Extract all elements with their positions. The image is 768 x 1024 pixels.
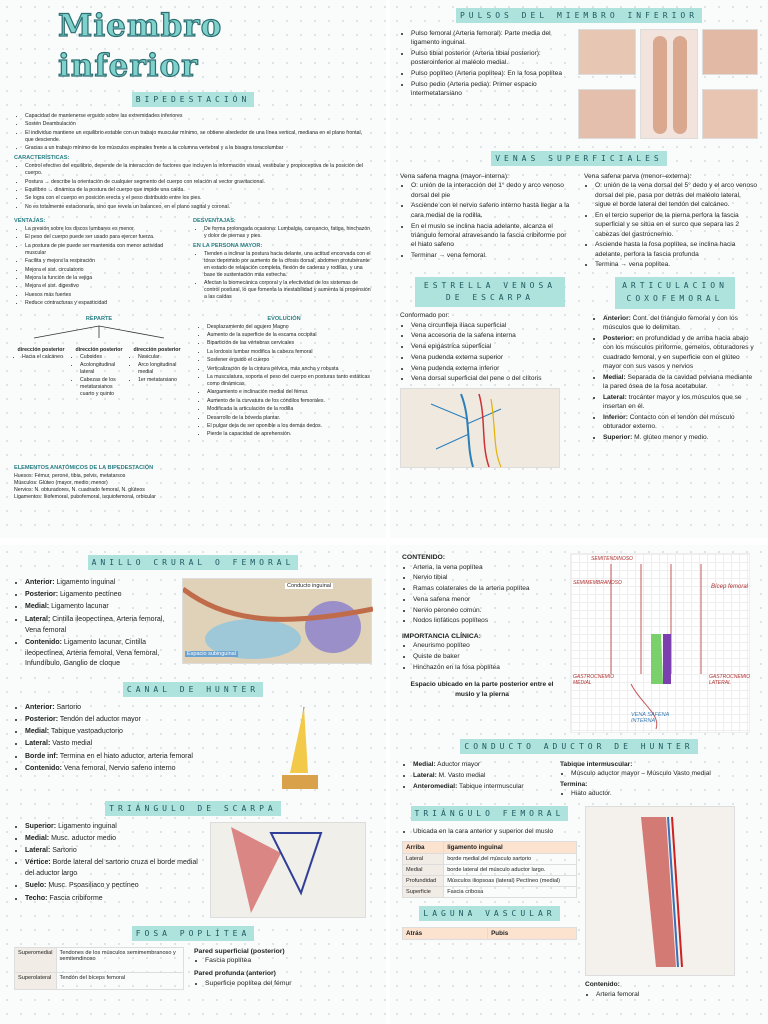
table-cell: borde lateral del músculo aductor largo. xyxy=(444,864,577,875)
pared-superficial-list xyxy=(194,956,372,966)
list-item: • Pulso poplíteo (Arteria poplítea): En la fosa poplítea xyxy=(411,69,570,78)
list-item: • Cuboides xyxy=(80,354,126,361)
item-key: Lateral: xyxy=(25,615,51,623)
list-item: • Nervio tibial xyxy=(413,573,562,582)
triangulo-femoral-figure xyxy=(585,806,735,976)
list-item: • Pulso tibial posterior (Arteria tibial posterior): posteroinferior al maléolo medial. xyxy=(411,49,570,68)
item-value: Ligamento pectíneo xyxy=(58,591,122,599)
panel-bipedestacion xyxy=(0,0,386,538)
list-item: • Hacia el calcáneo xyxy=(22,354,68,361)
section-banner-pulsos: PULSOS DEL MIEMBRO INFERIOR xyxy=(456,8,702,23)
elemento-line: Huesos: Fémur, peroné, tibia, pelvis, metatarsos xyxy=(14,473,126,479)
list-item: • Hiato aductor. xyxy=(571,789,756,798)
reparte-column-list xyxy=(72,354,126,399)
reparte-column-head: dirección posterior xyxy=(75,346,123,353)
list-item: • Acolongitudinal lateral xyxy=(80,362,126,376)
label-gastrocnemio-lateral: GASTROCNEMIO LATERAL xyxy=(709,674,751,686)
list-item: • El pulgar deja de ser oponible a los demás dedos. xyxy=(207,423,372,430)
item-value: Tabique vastoaductorio xyxy=(49,728,123,736)
list-item xyxy=(25,739,254,750)
item-key: Anterior: xyxy=(25,703,55,711)
list-item: • Mejora el sist. circulatorio xyxy=(25,267,179,274)
list-item: • Arco longitudinal medial xyxy=(138,362,184,376)
list-item: • En el tercio superior de la pierna perfora la fascia superficial y se sitúa en el surco que separa las 2 cabezas del gastrocnemio. xyxy=(595,211,758,239)
laguna-head-atras: Atrás xyxy=(403,927,488,939)
item-key: Lateral: xyxy=(603,393,627,401)
list-item: • Facilita y mejora la respiración xyxy=(25,258,179,265)
list-item: • El peso del cuerpo puede ser usado para ejercer fuerza. xyxy=(25,234,179,241)
list-item: • Cabezas de los metatarsianos cuarto y quinto xyxy=(80,377,126,398)
section-banner-anillo: ANILLO CRURAL O FEMORAL xyxy=(88,555,299,570)
reparte-column-head: dirección posterior xyxy=(17,346,65,353)
fosa-table xyxy=(14,947,184,990)
laguna-head-pubis: Pubis xyxy=(488,927,577,939)
anillo-list xyxy=(14,578,174,672)
reparte-column-head: dirección posterior xyxy=(133,346,181,353)
list-item xyxy=(603,334,758,371)
figura-contenido-heading: Contenido: xyxy=(585,981,620,989)
pared-profunda-heading: Pared profunda (anterior) xyxy=(194,969,276,977)
list-item: • Control efectivo del equilibrio, depende de la interacción de factores que incluyen la información visual, vestibular y propioceptiva de la posición del cuerpo. xyxy=(25,163,372,177)
elementos-list xyxy=(14,473,184,501)
reparte-column-list xyxy=(130,354,184,385)
ventajas-heading: VENTAJAS: xyxy=(14,217,46,224)
item-key: Lateral: xyxy=(25,847,51,855)
item-key: Anterior: xyxy=(25,579,55,586)
table-row xyxy=(15,947,184,972)
item-key: Posterior: xyxy=(603,334,635,342)
list-item: • Músculo aductor mayor – Músculo Vasto medial xyxy=(571,769,756,778)
desventajas-list xyxy=(193,226,372,240)
pulsos-list xyxy=(400,29,570,141)
item-key: Posterior: xyxy=(25,591,59,599)
list-item: • Equilibrio → dinámica de la postura del cuerpo que impide una caída. xyxy=(25,187,372,194)
safena-parva-list xyxy=(584,181,758,269)
list-item xyxy=(25,715,254,726)
label-semimembranoso: SEMIMEMBRANOSO xyxy=(573,580,622,586)
list-item: • Tienden a inclinar la postura hacia delante, una actitud encorvada con el tórax deprimido por aumento de la cifosis dorsal, abdomen protuberante en estado de relajación completa, flexión de caderas y rodillas, y una base de sustentación más estrecha. xyxy=(204,251,372,279)
list-item: • La lordosis lumbar modifica la cabeza femoral xyxy=(207,349,372,356)
tabique-list xyxy=(560,769,756,778)
table-cell: Arriba xyxy=(403,841,444,853)
list-item: • Terminar → vena femoral. xyxy=(411,251,572,260)
panel-pulsos xyxy=(390,0,768,538)
elemento-line: Nervios: N. obturadores, N. cuadrado femoral, N. glúteos xyxy=(14,487,145,494)
list-item: • Aumento de la curvatura de los cóndilos femorales. xyxy=(207,398,372,405)
table-cell: Medial xyxy=(403,864,444,875)
list-item xyxy=(413,782,552,791)
item-value: Tendón del aductor mayor xyxy=(58,715,141,723)
section-banner-estrella: ESTRELLA VENOSA DE ESCARPA xyxy=(415,277,565,307)
pared-superficial-heading: Pared superficial (posterior) xyxy=(194,947,285,955)
persona-mayor-heading: EN LA PERSONA MAYOR: xyxy=(193,242,263,249)
list-item: • Vena pudenda externa inferior xyxy=(411,364,580,373)
list-item: • Capacidad de mantenerse erguido sobre las extremidades inferiores xyxy=(25,113,372,120)
list-item xyxy=(25,638,174,671)
persona-mayor-list xyxy=(193,251,372,302)
list-item: • Aneurismo poplíteo xyxy=(413,641,562,650)
safena-parva-heading: Vena safena parva (menor–externa): xyxy=(584,173,692,180)
elemento-line: Ligamentos: Iliofemoral, pubofemoral, isquiofemoral, orbicular xyxy=(14,494,156,501)
list-item xyxy=(603,413,758,432)
item-value: Vasto medial xyxy=(50,740,93,748)
list-item: • Gracias a un trabajo mínimo de los músculos espinales frente a la columna vertebral y a la bisagra toracolumbar xyxy=(25,145,372,152)
list-item: • Hinchazón en la fosa poplítea xyxy=(413,663,562,672)
photo-popliteo xyxy=(702,29,758,75)
list-item: • Vena circunfleja ilíaca superficial xyxy=(411,321,580,330)
evolucion-heading: EVOLUCIÓN xyxy=(267,315,301,322)
section-banner-articulacion: ARTICULACION COXOFEMORAL xyxy=(615,277,735,309)
anillo-figure xyxy=(182,578,372,664)
item-value: Ligamento inguinal xyxy=(54,579,116,586)
list-item xyxy=(25,764,254,775)
section-banner-hunter: CANAL DE HUNTER xyxy=(123,682,263,697)
item-value: Aductor mayor xyxy=(435,761,481,768)
item-value: Ligamento lacunar xyxy=(49,603,109,611)
list-item: • O: unión de la interacción del 1° dedo y arco venoso dorsal del pie xyxy=(411,181,572,200)
list-item xyxy=(25,590,174,601)
item-key: Medial: xyxy=(413,761,436,768)
item-key: Medial: xyxy=(25,728,50,736)
list-item: • Reduce contracturas y espasticidad xyxy=(25,300,179,307)
list-item: • Vena dorsal superficial del pene o del clítoris xyxy=(411,374,580,383)
list-item: • Bipartición de las vértebras cervicales xyxy=(207,340,372,347)
item-key: Anterior: xyxy=(603,314,631,322)
item-value: Cintilla ileopectínea, Arteria femoral, Vena femoral xyxy=(25,615,165,634)
label-biceps: Bícep femoral xyxy=(711,584,749,590)
list-item: • De forma prolongada ocasiona: Lumbalgia, cansancio, fatiga, hinchazón y dolor de piernas y pies. xyxy=(204,226,372,240)
item-key: Techo: xyxy=(25,894,48,902)
safena-magna-heading: Vena safena magna (mayor–interna): xyxy=(400,173,509,180)
list-item: • Huesos más fuertes xyxy=(25,292,179,299)
list-item: • Vena epigástrica superficial xyxy=(411,342,580,351)
item-value: Ligamento lacunar, Cintilla ileopectínea, Arteria femoral, Vena femoral, Infundíbulo, Ganglio de cloque xyxy=(25,638,160,668)
item-key: Suelo: xyxy=(25,882,47,890)
item-key: Superior: xyxy=(603,434,633,442)
list-item: • La musculatura, soporta el peso del cuerpo en posturas tanto estáticas como dinámicas xyxy=(207,374,372,388)
section-banner-fosa: FOSA POPLÍTEA xyxy=(132,926,255,941)
pared-profunda-list xyxy=(194,979,372,989)
list-item: • Mejora la función de la vejiga xyxy=(25,275,179,282)
list-item xyxy=(25,752,254,763)
item-key: Medial: xyxy=(603,373,626,381)
tabique-heading: Tabique intermuscular: xyxy=(560,761,633,768)
termina-heading: Termina: xyxy=(560,781,588,789)
desventajas-heading: DESVENTAJAS: xyxy=(193,217,236,224)
estrella-list xyxy=(400,321,580,384)
list-item xyxy=(25,881,202,892)
hunter-list xyxy=(14,703,254,795)
list-item: • La presión sobre los discos lumbares es menor. xyxy=(25,226,179,233)
item-key: Medial: xyxy=(25,834,50,842)
item-key: Contenido: xyxy=(25,638,62,646)
table-cell: Tendón del bíceps femoral xyxy=(56,973,183,989)
contenido-heading: CONTENIDO: xyxy=(402,554,446,561)
importancia-list xyxy=(402,641,562,672)
espacio-note: Espacio ubicado en la parte posterior entre el muslo y la pierna xyxy=(410,681,554,698)
table-cell: Fascia cribosa xyxy=(444,886,577,897)
list-item: • Vena pudenda externa superior xyxy=(411,353,580,362)
item-value: Vena femoral, Nervio safeno interno xyxy=(61,764,176,772)
articulacion-list xyxy=(592,314,758,443)
reparte-column xyxy=(72,347,126,400)
list-item: • Ubicada en la cara anterior y superior del muslo xyxy=(413,827,577,836)
list-item: • Arteria, la vena poplítea xyxy=(413,563,562,572)
scarpa-figure xyxy=(210,822,366,918)
item-value: Ligamento inguinal xyxy=(56,822,117,830)
contenido-list xyxy=(402,563,562,626)
section-banner-conducto: CONDUCTO ADUCTOR DE HUNTER xyxy=(460,739,697,754)
reparte-column xyxy=(130,347,184,400)
triangulo-femoral-table xyxy=(402,841,577,898)
section-banner-bipedestacion: BIPEDESTACIÓN xyxy=(132,92,255,107)
list-item: • Vena safena menor xyxy=(413,595,562,604)
list-item: • No es totalmente estacionaria, sino que revela un balanceo, en el plano sagital y coronal. xyxy=(25,204,372,211)
item-value: Sartorio xyxy=(50,847,77,855)
list-item: • Asciende hasta la fosa poplítea, se inclina hacia adelante, perfora la fascia profunda xyxy=(595,240,758,259)
item-key: Medial: xyxy=(25,603,50,611)
estrella-figure xyxy=(400,388,560,468)
estrella-heading: Conformado por: xyxy=(400,312,450,320)
list-item: • Nervio peroneo común. xyxy=(413,606,562,615)
reparte-column xyxy=(14,347,68,400)
item-value: en profundidad y de arriba hacia abajo con los músculos piriforme, gemelos, obturadores y cuadrado femoral, y en superficie con el glúteo mayor con sus vasos y nervios xyxy=(603,334,754,370)
item-key: Anteromedial: xyxy=(413,782,458,790)
item-key: Borde inf: xyxy=(25,752,59,760)
list-item: • En el muslo se inclina hacia adelante, alcanza el triángulo femoral atravesando la fascia cribiforme por el hiato safeno xyxy=(411,222,572,250)
list-item xyxy=(413,760,552,769)
photo-femoral xyxy=(578,29,636,75)
list-item: • Sostener erguido el cuerpo xyxy=(207,357,372,364)
caracteristicas-heading: CARACTERÍSTICAS: xyxy=(14,155,70,162)
termina-list xyxy=(560,789,756,798)
list-item xyxy=(25,894,202,905)
page-title: Miembro inferior xyxy=(58,8,223,84)
importancia-heading: IMPORTANCIA CLÍNICA: xyxy=(402,632,481,640)
list-item: • Modificada la articulación de la rodilla xyxy=(207,406,372,413)
item-key: Posterior: xyxy=(25,715,59,723)
list-item xyxy=(25,602,174,613)
table-cell: ligamento inguinal xyxy=(444,841,577,853)
panel-anillo xyxy=(0,545,386,1024)
list-item: • Ramas colaterales de la arteria poplítea xyxy=(413,584,562,593)
item-value: Tabique intermuscular xyxy=(457,782,524,790)
list-item xyxy=(25,703,254,714)
table-cell: Profundidad xyxy=(403,875,444,886)
section-banner-scarpa: TRIÁNGULO DE SCARPA xyxy=(105,801,281,816)
item-value: Termina en el hiato aductor, arteria femoral xyxy=(58,752,193,760)
item-value: Cont. del triángulo femoral y con los músculos que lo delimitan. xyxy=(603,314,738,332)
list-item: • Verticalización de la cintura pélvica, más ancha y robusta xyxy=(207,366,372,373)
list-item xyxy=(25,578,174,589)
list-item xyxy=(25,727,254,738)
photo-tibial xyxy=(578,89,636,139)
panel-poplitea xyxy=(390,545,768,1024)
list-item: • Asciende con el nervio safeno interno hasta llegar a la cara medial de la rodilla. xyxy=(411,201,572,220)
item-value: trocánter mayor y los músculos que se insertan en él. xyxy=(603,393,742,411)
item-key: Lateral: xyxy=(25,740,51,748)
item-key: Inferior: xyxy=(603,413,628,421)
list-item: • Termina → vena poplítea. xyxy=(595,260,758,269)
hunter-figure xyxy=(264,703,334,795)
elemento-line: Músculos: Glúteo (mayor, medio; menor) xyxy=(14,480,108,487)
list-item xyxy=(25,846,202,857)
list-item: • Se logra con el cuerpo en posición erecta y el peso distribuido entre los pies. xyxy=(25,195,372,202)
list-item xyxy=(603,393,758,412)
pulsos-photos xyxy=(578,29,758,141)
table-row xyxy=(403,875,577,886)
espacio-subinguinal-label: Espacio subinguinal xyxy=(187,651,236,657)
laguna-table xyxy=(402,927,577,940)
item-value: Musc. aductor medio xyxy=(49,834,117,842)
table-cell: Superficie xyxy=(403,886,444,897)
item-value: M. glúteo menor y medio. xyxy=(632,434,709,442)
triangulo-femoral-list xyxy=(402,827,577,836)
caracteristicas-list xyxy=(14,163,372,211)
ventajas-list xyxy=(14,226,179,307)
table-row xyxy=(403,864,577,875)
list-item: • Pierde la capacidad de aprehensión. xyxy=(207,431,372,438)
item-value: Fascia cribiforme xyxy=(47,894,103,902)
item-key: Vértice: xyxy=(25,859,51,867)
list-item: • Navicular xyxy=(138,354,184,361)
list-item: • Sostén Deambulación xyxy=(25,121,372,128)
list-item: • Postura → describe la orientación de cualquier segmento del cuerpo con relación al vector gravitacional. xyxy=(25,179,372,186)
list-item: • Aumento de la superficie de la escama occipital xyxy=(207,332,372,339)
poplitea-drawing xyxy=(570,553,750,733)
reparte-diagram xyxy=(14,324,184,342)
item-value: M. Vasto medial xyxy=(436,771,486,779)
list-item xyxy=(603,314,758,333)
item-value: Musc. Psoasiliaco y pectíneo xyxy=(46,882,139,890)
table-cell: Superolateral xyxy=(15,973,57,989)
table-cell: Superomedial xyxy=(15,947,57,972)
item-value: Contacto con el tendón del músculo obturador externo. xyxy=(603,413,735,431)
evolucion-list xyxy=(196,324,372,439)
list-item: • 1er metatarsiano xyxy=(138,377,184,384)
list-item: • Pulso pedio (Arteria pedia): Primer espacio intermetatarsiano xyxy=(411,80,570,99)
list-item: • Superficie poplítea del fémur xyxy=(205,979,372,989)
safena-magna-list xyxy=(400,181,572,260)
item-key: Contenido: xyxy=(25,764,62,772)
item-value: Separada de la cavidad pelviana mediante la pared ósea de la fosa acetabular. xyxy=(603,373,753,391)
list-item: • El individuo mantiene un equilibrio estable con un trabajo muscular mínimo, se obtiene alrededor de una línea vertical, mediana en el plano frontal, que desciende. xyxy=(25,130,372,144)
section-banner-laguna: LAGUNA VASCULAR xyxy=(419,906,559,921)
section-banner-triangulo-femoral: TRIÁNGULO FEMORAL xyxy=(411,806,569,821)
list-item: • Mejora el sist. digestivo xyxy=(25,283,179,290)
label-vena-safena: VENA SAFENA INTERNA xyxy=(631,712,670,724)
list-item xyxy=(413,771,552,780)
list-item: • Nodos linfáticos poplíteos xyxy=(413,616,562,625)
list-item: • Afectan la biomecánica corporal y la efectividad de los sistemas de control postural, lo que fomenta la inestabilidad y aumenta la propensión a las caídas xyxy=(204,280,372,301)
table-row xyxy=(403,841,577,853)
list-item: • Pulso femoral (Arteria femoral): Parte media del ligamento inguinal. xyxy=(411,29,570,48)
table-row xyxy=(403,886,577,897)
list-item: • Fascia poplítea xyxy=(205,956,372,966)
bipedestacion-list xyxy=(14,113,372,152)
list-item: • La postura de pie puede ser mantenida con menor actividad muscular xyxy=(25,243,179,257)
reparte-columns xyxy=(14,347,184,400)
reparte-column-list xyxy=(14,354,68,361)
list-item xyxy=(25,822,202,833)
list-item xyxy=(603,373,758,392)
label-semitendinoso: SEMITENDINOSO xyxy=(591,556,633,562)
label-gastrocnemio-medial: GASTROCNEMIO MEDIAL xyxy=(573,674,615,686)
list-item xyxy=(603,433,758,442)
list-item: • Arteria femoral xyxy=(596,990,756,999)
list-item: • Desplazamiento del agujero Magno xyxy=(207,324,372,331)
conducto-inguinal-label: Conducto inguinal xyxy=(287,583,332,589)
elementos-heading: ELEMENTOS ANATÓMICOS DE LA BIPEDESTACIÓN xyxy=(14,465,154,471)
list-item: • O: unión de la vena dorsal del 5° dedo y el arco venoso dorsal del pie, pasa por detrás del maléolo lateral, sigue el borde lateral del tendón del calcáneo. xyxy=(595,181,758,209)
table-cell: Tendones de los músculos semimembranoso y semitendinoso xyxy=(56,947,183,972)
item-value: Sartorio xyxy=(54,703,82,711)
item-key: Superior: xyxy=(25,822,57,830)
table-row xyxy=(403,853,577,864)
list-item xyxy=(25,858,202,880)
reparte-heading: REPARTE xyxy=(85,315,113,322)
photo-pedio xyxy=(702,89,758,139)
list-item: • Alargamiento e inclinación medial del fémur. xyxy=(207,389,372,396)
list-item: • Desarrollo de la bóveda plantar. xyxy=(207,415,372,422)
section-banner-venas: VENAS SUPERFICIALES xyxy=(491,151,667,166)
conducto-list xyxy=(402,760,552,800)
photo-legs xyxy=(640,29,698,139)
table-cell: Lateral xyxy=(403,853,444,864)
table-cell: Músculos iliopsoas (lateral) Pectíneo (medial) xyxy=(444,875,577,886)
table-row xyxy=(15,973,184,989)
scarpa-list xyxy=(14,822,202,918)
figura-contenido-list xyxy=(585,990,756,999)
table-cell: borde medial del músculo sartorio xyxy=(444,853,577,864)
list-item: • Quiste de baker xyxy=(413,652,562,661)
item-key: Lateral: xyxy=(413,771,437,779)
list-item xyxy=(25,615,174,637)
list-item xyxy=(25,834,202,845)
list-item: • Vena accesoria de la safena interna xyxy=(411,331,580,340)
item-value: Borde lateral del sartorio cruza el borde medial del aductor largo xyxy=(25,859,198,878)
